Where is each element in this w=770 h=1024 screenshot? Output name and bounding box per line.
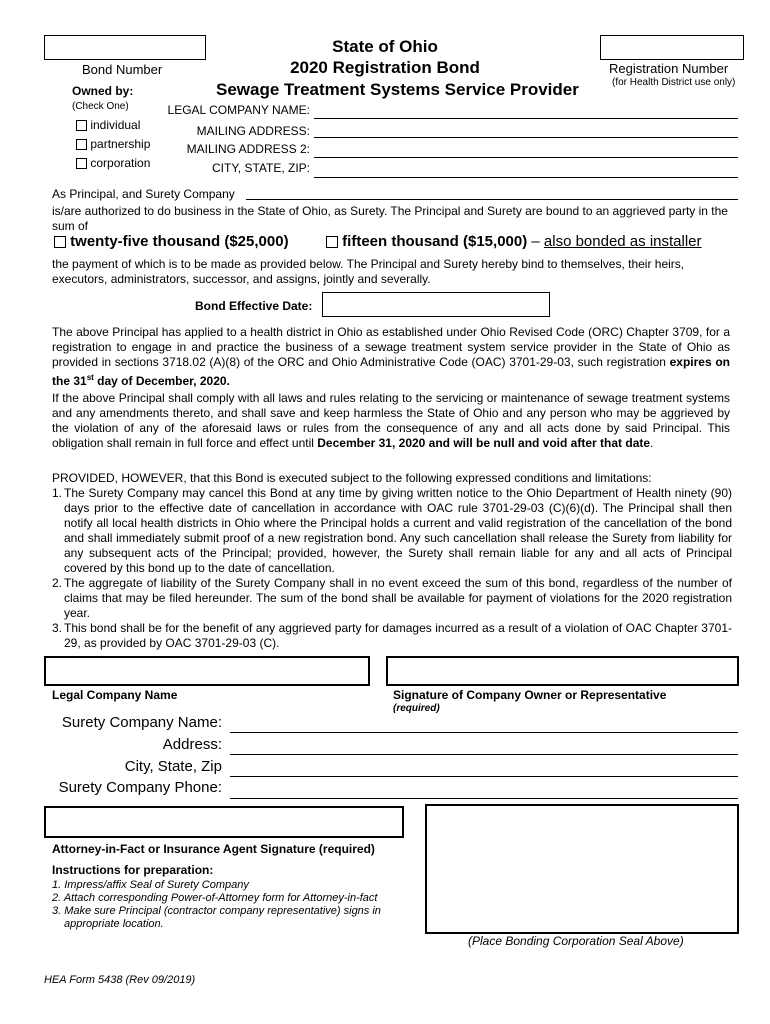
registration-number-label: Registration Number (609, 61, 729, 76)
provided-intro: PROVIDED, HOWEVER, that this Bond is executed subject to the following expressed conditions and limitations: (52, 471, 652, 485)
individual-checkbox[interactable] (76, 120, 87, 131)
seal-box[interactable] (425, 804, 739, 934)
check-one-label: (Check One) (72, 101, 129, 112)
owner-signature-required: (required) (393, 703, 440, 714)
form-number: HEA Form 5438 (Rev 09/2019) (44, 974, 196, 986)
option-partnership[interactable] (76, 137, 150, 151)
conditions-list (52, 486, 732, 651)
owner-signature-box[interactable] (386, 656, 739, 686)
condition-item: 3. This bond shall be for the benefit of any aggrieved party for damages incurred as a result of a violation of OAC Chapter 3701-29, as provided by OAC 3701-29-03 (C). (52, 621, 732, 650)
owned-by-label: Owned by: (72, 84, 134, 98)
paragraph-registration (52, 325, 730, 389)
instructions-title: Instructions for preparation: (52, 863, 214, 877)
title-state: State of Ohio (332, 37, 438, 56)
title-bond: 2020 Registration Bond (290, 58, 480, 77)
amount-25000-label: twenty-five thousand ($25,000) (70, 233, 289, 250)
instruction-item: appropriate location. (64, 918, 164, 930)
instruction-item: 3. Make sure Principal (contractor company representative) signs in (52, 905, 381, 917)
individual-label: individual (90, 118, 141, 132)
amount-15000-option[interactable] (326, 233, 702, 250)
mailing-address2-label: MAILING ADDRESS 2: (186, 142, 310, 156)
surety-city-label: City, State, Zip (124, 758, 222, 775)
amount-dash: – (527, 233, 544, 250)
surety-phone-label: Surety Company Phone: (58, 779, 222, 796)
legal-company-name-box[interactable] (44, 656, 370, 686)
condition-item: 2. The aggregate of liability of the Surety Company shall in no event exceed the sum of this bond, regardless of the number of claims that may be filed hereunder. The sum of the bond shall be available for payment of violations for the 2020 registration year. (52, 576, 732, 620)
surety-city-input[interactable] (230, 760, 738, 777)
bond-number-label: Bond Number (82, 62, 163, 77)
instruction-item: 2. Attach corresponding Power-of-Attorney form for Attorney-in-fact (52, 892, 378, 904)
surety-name-label: Surety Company Name: (61, 714, 222, 731)
effective-date-label: Bond Effective Date: (195, 299, 313, 313)
mailing-address-input[interactable] (314, 123, 738, 138)
attorney-signature-box[interactable] (44, 806, 404, 838)
partnership-checkbox[interactable] (76, 139, 87, 150)
owner-signature-caption: Signature of Company Owner or Representative (393, 688, 667, 702)
legal-company-name-label: LEGAL COMPANY NAME: (167, 103, 310, 117)
mailing-address2-input[interactable] (314, 143, 738, 158)
surety-address-input[interactable] (230, 738, 738, 755)
payment-text: the payment of which is to be made as provided below. The Principal and Surety hereby bind to themselves, their heirs, executors, administrators, successor, and assigns, jointly and severally. (52, 257, 685, 286)
obligation-end-date: December 31, 2020 and will be null and void after that date (317, 436, 651, 450)
option-corporation[interactable] (76, 156, 150, 170)
effective-date-field[interactable] (322, 292, 550, 317)
city-state-zip-input[interactable] (314, 163, 738, 178)
amount-25000-checkbox[interactable] (54, 236, 66, 248)
mailing-address-label: MAILING ADDRESS: (196, 124, 310, 138)
principal-line2: is/are authorized to do business in the State of Ohio, as Surety. The Principal and Surety are bound to an aggrieved party in the sum of (52, 204, 728, 233)
corporation-label: corporation (90, 156, 151, 170)
surety-phone-input[interactable] (230, 782, 738, 799)
amount-15000-label: fifteen thousand ($15,000) (342, 233, 528, 250)
principal-line1: As Principal, and Surety Company (52, 187, 235, 201)
health-district-note: (for Health District use only) (612, 77, 736, 88)
attorney-signature-caption: Attorney-in-Fact or Insurance Agent Signature (required) (52, 842, 375, 856)
option-individual[interactable] (76, 118, 140, 132)
condition-item: 1. The Surety Company may cancel this Bond at any time by giving written notice to the Ohio Department of Health ninety (90) days prior to the effective date of cancellation in accordance with OAC rule 3701-29-03 (C)(6)(d). The Principal shall then notify all local health districts in Ohio where the Principal holds a current and valid registration of the cancellation of the bond and shall immediately submit proof of a new registration bond. Any such cancellation shall release the Surety from liability for any subsequent acts of the Principal; provided, however, the Surety shall remain liable for any and all acts of Principal covered by this bond up to the date of cancellation. (52, 486, 732, 575)
title-provider: Sewage Treatment Systems Service Provider (216, 80, 579, 99)
legal-company-name-caption: Legal Company Name (52, 688, 178, 702)
expiry-text: expires on the 31st day of December, 2020. (52, 355, 730, 388)
amount-15000-checkbox[interactable] (326, 236, 338, 248)
installer-note: also bonded as installer (543, 233, 702, 250)
seal-caption: (Place Bonding Corporation Seal Above) (468, 934, 684, 948)
surety-company-input[interactable] (246, 185, 738, 200)
paragraph-compliance: If the above Principal shall comply with all laws and rules relating to the servicing or maintenance of sewage treatment systems and any amendments thereto, and shall save and keep harmless the State of Ohio and any person who may be aggrieved by the violation of any of the aforesaid laws or rules from the consequence of any and all acts done by said Principal. This obligation shall remain in full force and effect until December 31, 2020 and will be null and void after that date. (52, 391, 730, 450)
corporation-checkbox[interactable] (76, 158, 87, 169)
paragraph-registration-text: The above Principal has applied to a health district in Ohio as established under Ohio Revised Code (ORC) Chapter 3709, for a registration to engage in and practice the business of a sewage treatment system service provider in the State of Ohio as provided in sections 3718.02 (A)(8) of the ORC and Ohio Administrative Code (OAC) 3701-29-03, such registration (52, 325, 730, 369)
paragraph-compliance-text: If the above Principal shall comply with all laws and rules relating to the servicing or maintenance of sewage treatment systems and any amendments thereto, and shall save and keep harmless the State of Ohio and any person who may be aggrieved by the violation of any of the aforesaid laws or rules from the consequence of any and all acts done by said Principal. This obligation shall remain in full force and effect until (52, 391, 730, 450)
surety-name-input[interactable] (230, 716, 738, 733)
city-state-zip-label: CITY, STATE, ZIP: (211, 161, 310, 175)
instruction-item: 1. Impress/affix Seal of Surety Company (52, 879, 249, 891)
legal-company-name-input[interactable] (314, 104, 738, 119)
partnership-label: partnership (90, 137, 151, 151)
surety-address-label: Address: (162, 736, 222, 753)
amount-25000-option[interactable] (54, 233, 289, 250)
